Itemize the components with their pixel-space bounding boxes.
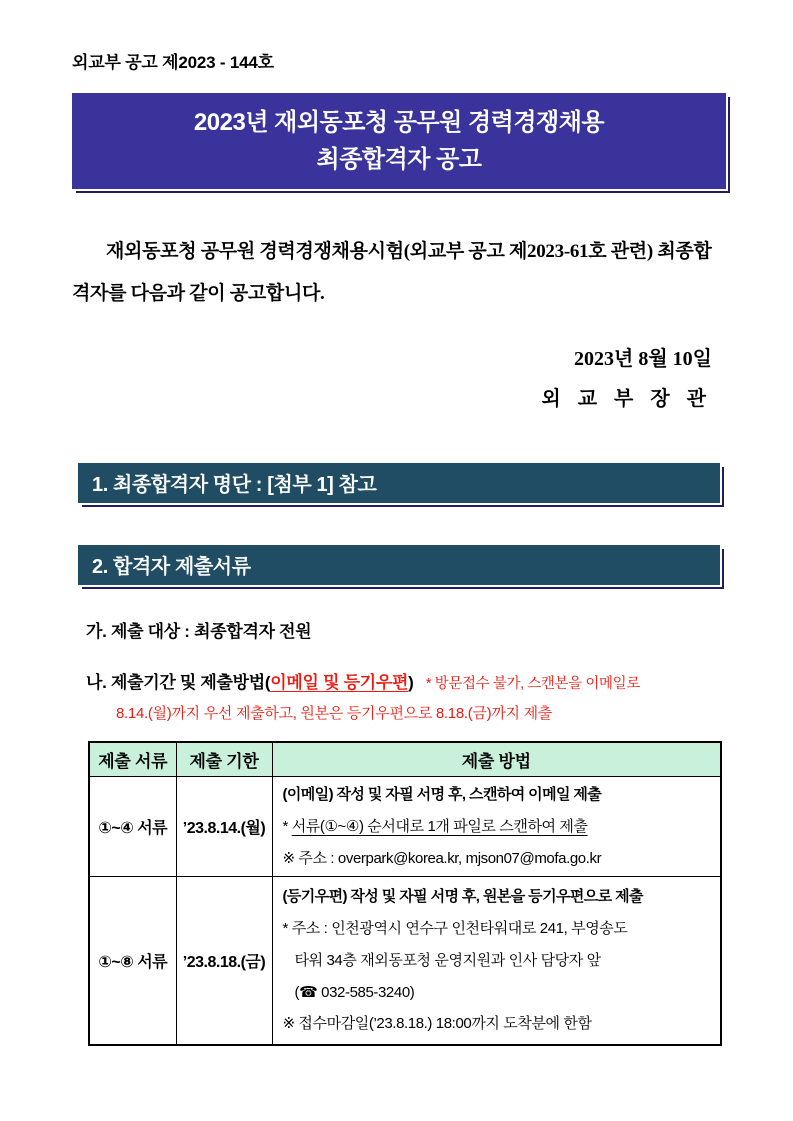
doc-number: 외교부 공고 제2023 - 144호 bbox=[72, 53, 274, 72]
table-row-post bbox=[89, 877, 721, 1045]
title-line-1: 2023년 재외동포청 공무원 경력경쟁채용 bbox=[193, 109, 605, 136]
asterisk: * bbox=[282, 817, 292, 835]
deadline-date: ’23.8.14.(월) bbox=[176, 777, 272, 877]
item-submission-target: 가. 제출 대상 : 최종합격자 전원 bbox=[86, 621, 312, 641]
announcement-date: 2023년 8월 10일 bbox=[574, 347, 712, 370]
intro-paragraph: 재외동포청 공무원 경력경쟁채용시험(외교부 공고 제2023-61호 관련) 최종합격자를 다음과 같이 공고합니다. bbox=[72, 241, 712, 304]
title-line-2: 최종합격자 공고 bbox=[316, 146, 482, 173]
submission-table bbox=[88, 741, 722, 1046]
col-header-deadline: 제출 기한 bbox=[176, 742, 272, 777]
postal-address-line-1: * 주소 : 인천광역시 연수구 인천타워대로 241, 부영송도 bbox=[282, 920, 628, 938]
method-title: (등기우편) 작성 및 자필 서명 후, 원본을 등기우편으로 제출 bbox=[282, 888, 643, 906]
col-header-documents: 제출 서류 bbox=[89, 742, 176, 777]
section-2-header: 2. 합격자 제출서류 bbox=[78, 545, 720, 585]
method-title: (이메일) 작성 및 자필 서명 후, 스캔하여 이메일 제출 bbox=[282, 786, 602, 804]
no-walkin-note: * 방문접수 불가, 스캔본을 이메일로 bbox=[425, 675, 640, 692]
scan-order-note bbox=[283, 811, 715, 843]
section-1-header: 1. 최종합격자 명단 : [첨부 1] 참고 bbox=[78, 463, 720, 503]
arrival-deadline-note: ※ 접수마감일(’23.8.18.) 18:00까지 도착분에 한함 bbox=[282, 1015, 592, 1033]
submission-method-label: 나. 제출기간 및 제출방법( bbox=[86, 672, 271, 692]
submission-method-label-close: ) bbox=[408, 672, 414, 692]
method-cell-post bbox=[272, 877, 721, 1045]
table-row-email bbox=[89, 777, 721, 877]
item-submission-period bbox=[86, 668, 726, 693]
col-header-method: 제출 방법 bbox=[272, 742, 721, 777]
documents-range: ①~④ 서류 bbox=[89, 777, 176, 877]
phone-line: (☎ 032-585-3240) bbox=[294, 983, 415, 1001]
title-banner bbox=[72, 93, 726, 189]
documents-range: ①~⑧ 서류 bbox=[89, 877, 176, 1045]
scan-order-underlined: 서류(①~④) 순서대로 1개 파일로 스캔하여 제출 bbox=[291, 817, 588, 835]
table-header-row bbox=[89, 742, 721, 777]
email-address-line: ※ 주소 : overpark@korea.kr, mjson07@mofa.go.kr bbox=[282, 849, 602, 867]
signature-block bbox=[72, 339, 726, 419]
deadline-note-continuation: 8.14.(월)까지 우선 제출하고, 원본은 등기우편으로 8.18.(금)까지 제출 bbox=[116, 704, 552, 722]
email-postal-highlight: 이메일 및 등기우편 bbox=[270, 672, 409, 692]
postal-address-line-2: 타워 34층 재외동포청 운영지원과 인사 담당자 앞 bbox=[294, 951, 601, 969]
deadline-date: ’23.8.18.(금) bbox=[176, 877, 272, 1045]
method-cell-email bbox=[272, 777, 721, 877]
minister-signature: 외 교 부 장 관 bbox=[541, 387, 712, 410]
